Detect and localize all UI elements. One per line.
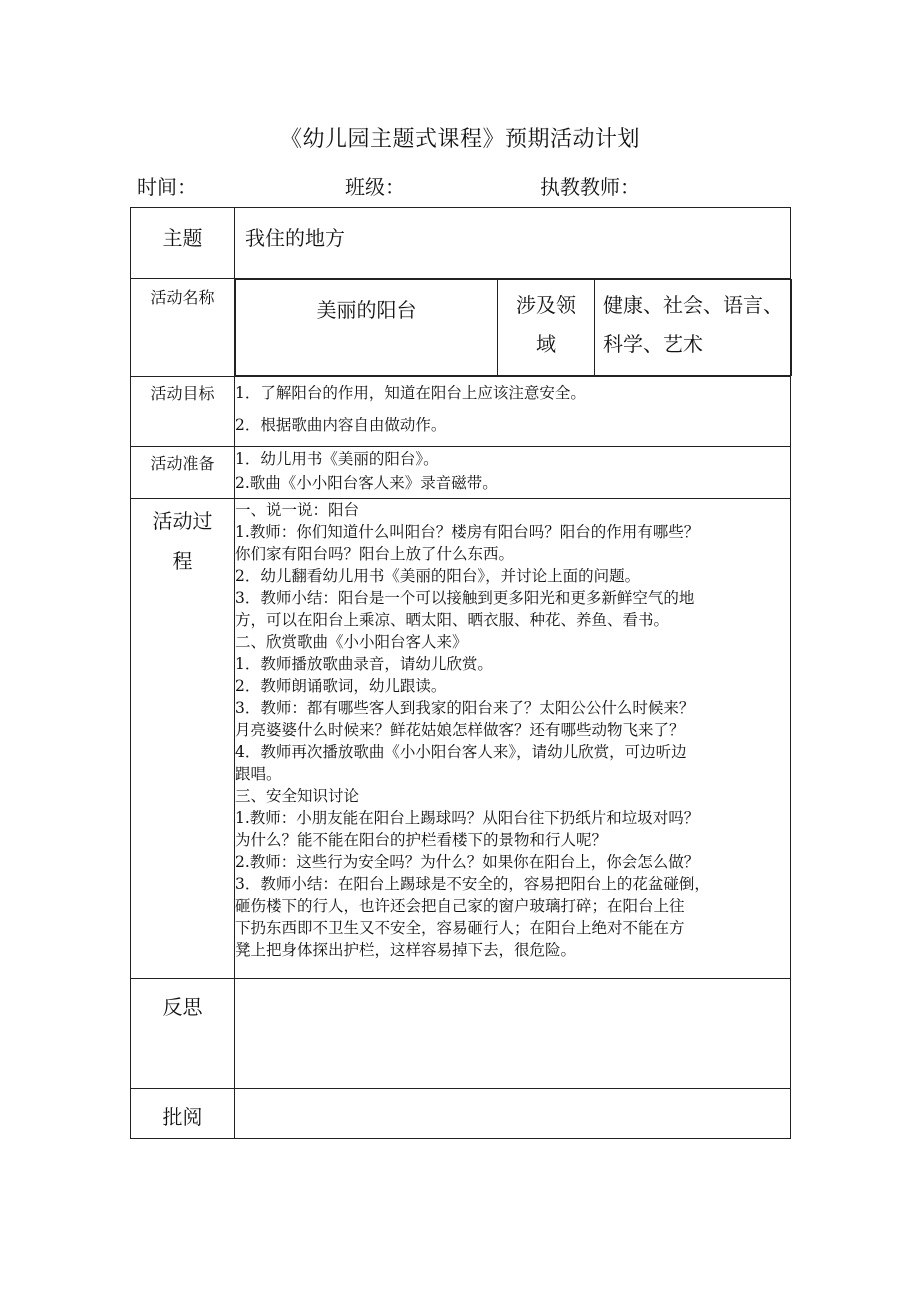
document-title: 《幼儿园主题式课程》预期活动计划 <box>279 127 640 152</box>
preparation-item: 1．幼儿用书《美丽的阳台》。 <box>235 450 439 468</box>
process-line: 砸伤楼下的行人，也许还会把自己家的窗户玻璃打碎；在阳台上往 <box>235 897 685 915</box>
process-line: 1.教师：小朋友能在阳台上踢球吗？从阳台往下扔纸片和垃圾对吗？ <box>235 809 700 827</box>
activity-plan-table <box>130 207 791 1139</box>
time-label: 时间： <box>137 175 197 199</box>
process-line: 跟唱。 <box>235 765 282 783</box>
domain-value-line1: 健康、社会、语言、 <box>603 293 783 317</box>
process-line: 月亮婆婆什么时候来？鲜花姑娘怎样做客？还有哪些动物飞来了？ <box>235 721 685 739</box>
preparation-row <box>131 447 791 499</box>
process-line: 2．幼儿翻看幼儿用书《美丽的阳台》，并讨论上面的问题。 <box>235 567 641 585</box>
process-line: 2.教师：这些行为安全吗？为什么？如果你在阳台上，你会怎么做？ <box>235 853 700 871</box>
class-label: 班级： <box>345 175 405 199</box>
goals-label: 活动目标 <box>131 377 235 447</box>
process-line: 3．教师小结：在阳台上踢球是不安全的，容易把阳台上的花盆碰倒， <box>235 875 710 893</box>
process-line: 二、欣赏歌曲《小小阳台客人来》 <box>235 633 468 651</box>
review-label: 批阅 <box>131 1089 235 1139</box>
process-line: 方，可以在阳台上乘凉、晒太阳、晒衣服、种花、养鱼、看书。 <box>235 611 670 629</box>
process-label-line1: 活动过 <box>152 509 213 533</box>
preparation-list <box>235 447 791 499</box>
process-line: 1.教师：你们知道什么叫阳台？楼房有阳台吗？阳台的作用有哪些？ <box>235 523 700 541</box>
preparation-item: 2.歌曲《小小阳台客人来》录音磁带。 <box>235 474 498 492</box>
review-content <box>235 1089 791 1139</box>
reflection-row <box>131 979 791 1089</box>
process-line: 3．教师小结：阳台是一个可以接触到更多阳光和更多新鲜空气的地 <box>235 589 695 607</box>
goals-row <box>131 377 791 447</box>
domain-value <box>595 280 792 376</box>
theme-value: 我住的地方 <box>235 208 791 279</box>
process-content <box>235 499 791 979</box>
theme-label: 主题 <box>131 208 235 279</box>
theme-row <box>131 208 791 279</box>
review-row <box>131 1089 791 1139</box>
teacher-label: 执教教师： <box>540 175 640 199</box>
domain-value-line2: 科学、艺术 <box>603 332 703 356</box>
goals-list <box>235 377 791 447</box>
activity-name-subtable <box>235 279 792 376</box>
domain-label-line2: 域 <box>536 332 556 356</box>
process-line: 1．教师播放歌曲录音，请幼儿欣赏。 <box>235 655 493 673</box>
process-label-line2: 程 <box>172 549 193 573</box>
goal-item: 2．根据歌曲内容自由做动作。 <box>235 416 447 434</box>
process-line: 4．教师再次播放歌曲《小小阳台客人来》，请幼儿欣赏，可边听边 <box>235 743 687 761</box>
domain-label-line1: 涉及领 <box>516 293 576 317</box>
process-line: 3．教师：都有哪些客人到我家的阳台来了？太阳公公什么时候来？ <box>235 699 695 717</box>
process-line: 你们家有阳台吗？阳台上放了什么东西。 <box>235 545 515 563</box>
goal-item: 1．了解阳台的作用，知道在阳台上应该注意安全。 <box>235 384 586 402</box>
activity-name-value: 美丽的阳台 <box>236 280 498 376</box>
activity-name-label: 活动名称 <box>131 279 235 377</box>
process-line: 下扔东西即不卫生又不安全，容易砸行人；在阳台上绝对不能在方 <box>235 919 685 937</box>
reflection-content <box>235 979 791 1089</box>
preparation-label: 活动准备 <box>131 447 235 499</box>
activity-name-row <box>131 279 791 377</box>
process-row <box>131 499 791 979</box>
reflection-label: 反思 <box>131 979 235 1089</box>
process-line: 2．教师朗诵歌词，幼儿跟读。 <box>235 677 447 695</box>
process-line: 凳上把身体探出护栏，这样容易掉下去，很危险。 <box>235 941 577 959</box>
process-line: 为什么？能不能在阳台的护栏看楼下的景物和行人呢？ <box>235 831 608 849</box>
process-label <box>131 499 235 979</box>
domain-label <box>498 280 595 376</box>
process-line: 一、说一说：阳台 <box>235 501 360 519</box>
process-line: 三、安全知识讨论 <box>235 787 360 805</box>
